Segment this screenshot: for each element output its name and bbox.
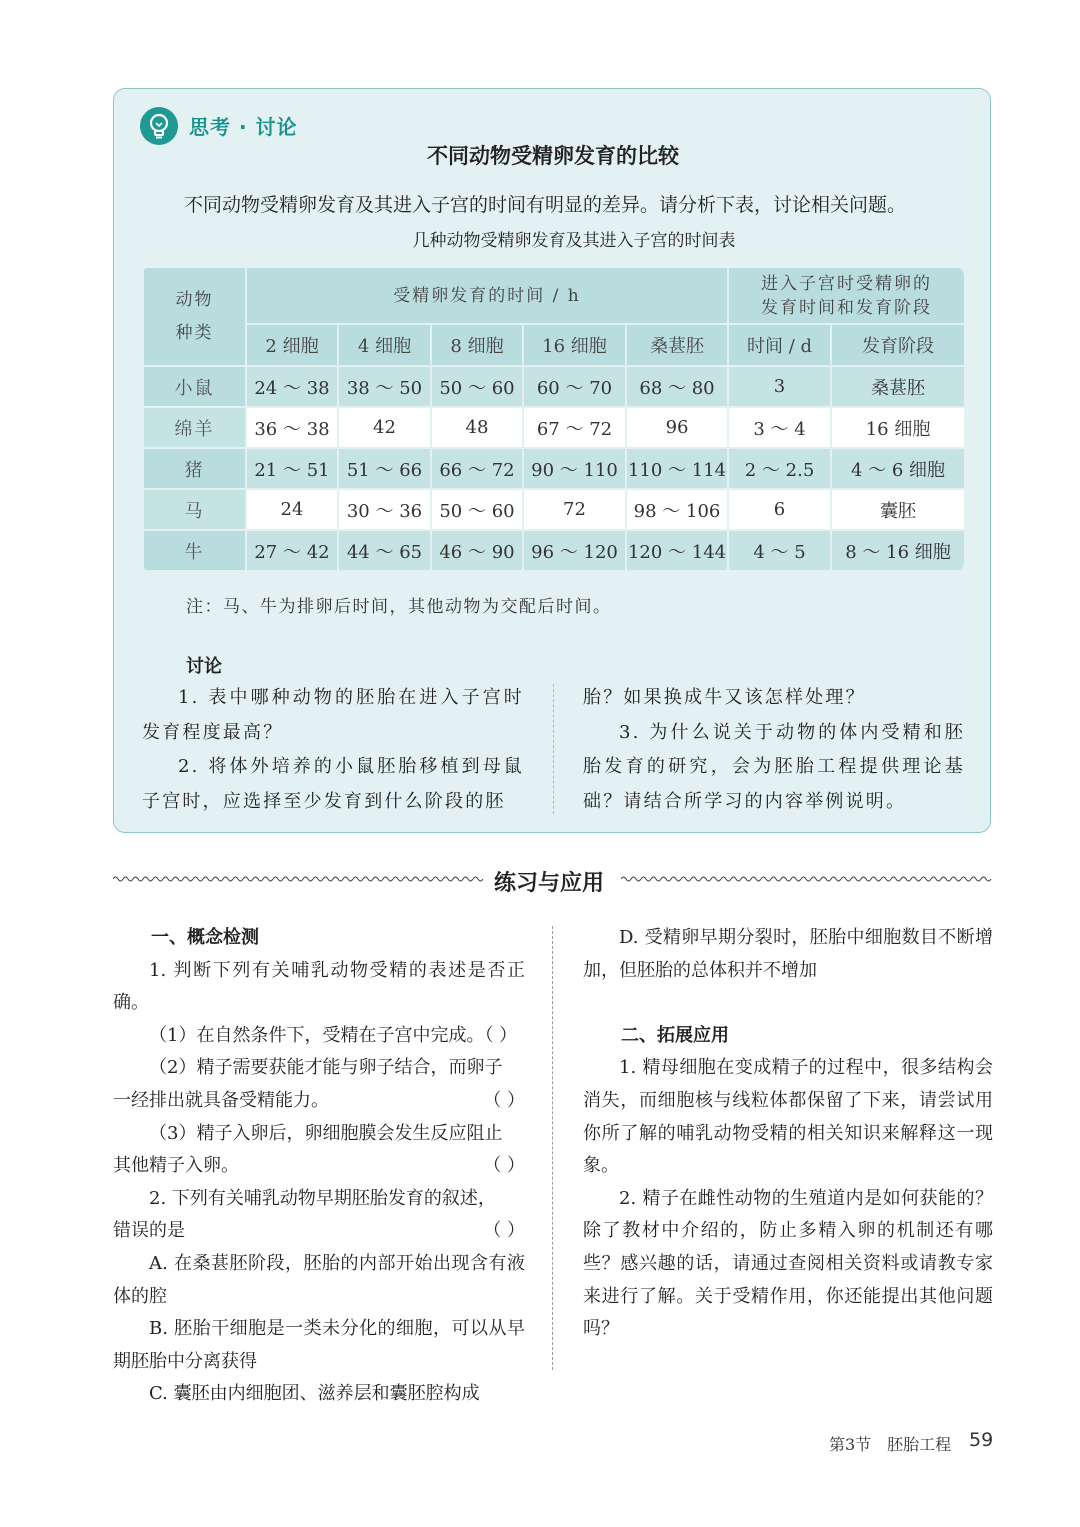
table-cell: 36 ～ 38 [246,407,338,448]
table-cell: 120 ～ 144 [626,530,728,571]
answer-blank[interactable]: （ ） [483,1155,525,1177]
table-caption: 几种动物受精卵发育及其进入子宫的时间表 [412,231,736,251]
header-development-time: 受精卵发育的时间 / h [246,267,728,324]
discussion-question-1: 1. 表中哪种动物的胚胎在进入子宫时发育程度最高？ [142,687,524,743]
table-cell: 4 ～ 5 [728,530,831,571]
exercise-column-right [583,922,993,1346]
table-cell: 30 ～ 36 [338,489,431,530]
column-divider [552,926,553,1370]
question-1-2-continued: 一经排出就具备受精能力。 （ ） [113,1085,525,1118]
table-cell: 66 ～ 72 [431,448,523,489]
exercise-column-left [113,922,525,1411]
option-d[interactable]: D. 受精卵早期分裂时，胚胎中细胞数目不断增加，但胚胎的总体积并不增加 [583,927,993,981]
table-cell: 96 [626,407,728,448]
animal-name: 绵羊 [143,407,246,448]
table-row [143,448,964,489]
question-2-stem: 2. 下列有关哺乳动物早期胚胎发育的叙述， [149,1187,496,1209]
table-row [143,407,964,448]
discussion-question-2: 2. 将体外培养的小鼠胚胎移植到母鼠子宫时，应选择至少发育到什么阶段的胚 [142,756,524,812]
table-cell: 21 ～ 51 [246,448,338,489]
extension-question-2: 2. 精子在雌性动物的生殖道内是如何获能的？除了教材中介绍的，防止多精入卵的机制还有哪些？感兴趣的话，请通过查阅相关资料或请教专家来进行了解。关于受精作用，你还能提出其他问题吗？ [583,1187,993,1340]
table-cell: 48 [431,407,523,448]
table-row [143,366,964,407]
table-cell: 51 ～ 66 [338,448,431,489]
subheader-time-days: 时间 / d [728,324,831,366]
subheader-8-cell: 8 细胞 [431,324,523,366]
extension-heading: 二、拓展应用 [621,1024,729,1046]
table-cell: 60 ～ 70 [523,366,626,407]
wavy-divider-right [621,873,993,885]
question-1-2: （2）精子需要获能才能与卵子结合，而卵子 [149,1057,503,1079]
question-1-1: （1）在自然条件下，受精在子宫中完成。（ ） [149,1024,518,1046]
intro-paragraph: 不同动物受精卵发育及其进入子宫的时间有明显的差异。请分析下表，讨论相关问题。 [184,194,907,216]
table-cell: 囊胚 [831,489,964,530]
table-cell: 24 ～ 38 [246,366,338,407]
table-cell: 42 [338,407,431,448]
table-cell: 46 ～ 90 [431,530,523,571]
animal-name: 小鼠 [143,366,246,407]
option-b[interactable]: B. 胚胎干细胞是一类未分化的细胞，可以从早期胚胎中分离获得 [113,1318,525,1372]
table-cell: 8 ～ 16 细胞 [831,530,964,571]
table-cell: 98 ～ 106 [626,489,728,530]
header-uterus-entry: 进入子宫时受精卵的发育时间和发育阶段 [728,267,964,324]
discussion-question-3: 3. 为什么说关于动物的体内受精和胚胎发育的研究，会为胚胎工程提供理论基础？请结合所学习的内容举例说明。 [583,721,965,812]
table-cell: 90 ～ 110 [523,448,626,489]
table-cell: 50 ～ 60 [431,489,523,530]
page-number: 59 [969,1429,994,1451]
answer-blank[interactable]: （ ） [484,1024,518,1046]
discussion-column-right [583,681,965,819]
table-cell: 44 ～ 65 [338,530,431,571]
table-cell: 桑葚胚 [831,366,964,407]
animal-name: 牛 [143,530,246,571]
table-cell: 67 ～ 72 [523,407,626,448]
question-2-stem-continued: 错误的是 （ ） [113,1215,525,1248]
extension-question-1: 1. 精母细胞在变成精子的过程中，很多结构会消失，而细胞核与线粒体都保留了下来，请尝试用你所了解的哺乳动物受精的相关知识来解释这一现象。 [583,1057,993,1177]
table-row [143,530,964,571]
development-time-table [142,266,964,572]
header-animal-type: 动物种类 [143,267,246,366]
table-cell: 3 [728,366,831,407]
answer-blank[interactable]: （ ） [483,1089,525,1111]
table-cell: 110 ～ 114 [626,448,728,489]
question-1-3: （3）精子入卵后，卵细胞膜会发生反应阻止 [149,1122,503,1144]
subheader-stage: 发育阶段 [831,324,964,366]
table-row [143,489,964,530]
subheader-4-cell: 4 细胞 [338,324,431,366]
table-cell: 24 [246,489,338,530]
animal-name: 马 [143,489,246,530]
table-cell: 96 ～ 120 [523,530,626,571]
table-cell: 3 ～ 4 [728,407,831,448]
footer-section-title: 第3节 胚胎工程 [829,1435,952,1454]
table-cell: 6 [728,489,831,530]
answer-blank[interactable]: （ ） [483,1220,525,1242]
question-1-3-continued: 其他精子入卵。 （ ） [113,1150,525,1183]
section-title: 不同动物受精卵发育的比较 [427,144,679,168]
table-footnote: 注：马、牛为排卵后时间，其他动物为交配后时间。 [186,597,612,617]
table-cell: 27 ～ 42 [246,530,338,571]
table-cell: 4 ～ 6 细胞 [831,448,964,489]
table-cell: 72 [523,489,626,530]
subheader-2-cell: 2 细胞 [246,324,338,366]
table-cell: 16 细胞 [831,407,964,448]
table-cell: 50 ～ 60 [431,366,523,407]
option-c[interactable]: C. 囊胚由内细胞团、滋养层和囊胚腔构成 [149,1383,480,1405]
wavy-divider-left [113,873,485,885]
discussion-question-2-continued: 胎？如果换成牛又该怎样处理？ [583,687,866,708]
table-cell: 68 ～ 80 [626,366,728,407]
discussion-heading: 讨论 [186,656,222,677]
discussion-column-left [142,681,524,819]
table-cell: 2 ～ 2.5 [728,448,831,489]
subheader-16-cell: 16 细胞 [523,324,626,366]
subheader-morula: 桑葚胚 [626,324,728,366]
table-cell: 38 ～ 50 [338,366,431,407]
animal-name: 猪 [143,448,246,489]
practice-section-title: 练习与应用 [494,871,605,896]
column-divider [553,684,554,814]
option-a[interactable]: A. 在桑葚胚阶段，胚胎的内部开始出现含有液体的腔 [113,1252,525,1307]
concept-check-heading: 一、概念检测 [151,927,259,948]
question-1-stem: 1. 判断下列有关哺乳动物受精的表述是否正确。 [113,959,525,1014]
think-discuss-label: 思考 · 讨论 [189,115,298,139]
